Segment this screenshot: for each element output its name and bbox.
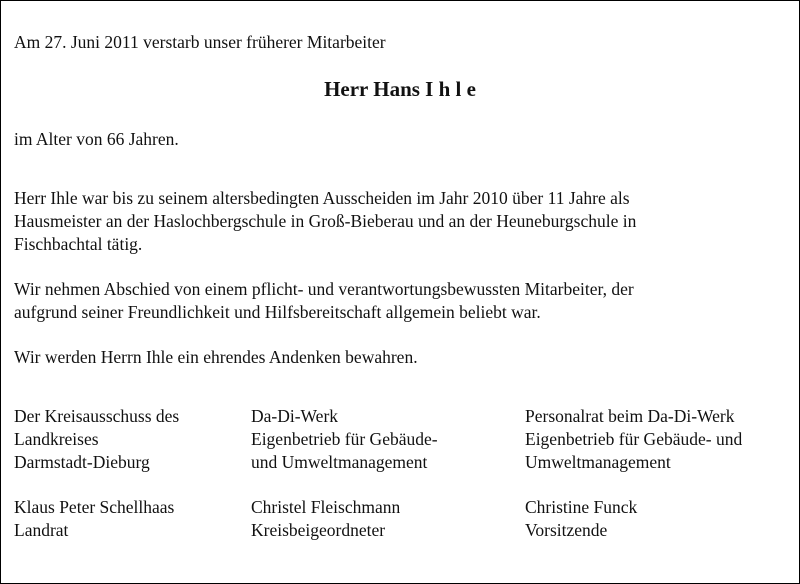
signatory-2-org-line-2: Eigenbetrieb für Gebäude- — [251, 429, 438, 449]
farewell-line-1: Wir nehmen Abschied von einem pflicht- und verantwortungsbewussten Mitarbeiter, der — [14, 279, 634, 299]
signatory-1-org-line-1: Der Kreisausschuss des — [14, 406, 180, 426]
intro-text: Am 27. Juni 2011 verstarb unser früherer Mitarbeiter — [14, 32, 386, 52]
signatory-2-org-line-3: und Umweltmanagement — [251, 452, 428, 472]
signatory-2-person: Christel Fleischmann — [251, 497, 401, 517]
memory-text: Wir werden Herrn Ihle ein ehrendes Andenken bewahren. — [14, 347, 418, 367]
signatory-3-org-line-3: Umweltmanagement — [525, 452, 671, 472]
age-text: im Alter von 66 Jahren. — [14, 129, 179, 149]
signatory-2-role: Kreisbeigeordneter — [251, 520, 386, 540]
signatory-1-role: Landrat — [14, 520, 69, 540]
signatory-2-org-line-1: Da-Di-Werk — [251, 406, 339, 426]
body-line-1: Herr Ihle war bis zu seinem altersbedingten Ausscheiden im Jahr 2010 über 11 Jahre als — [14, 188, 630, 208]
signatory-3-person: Christine Funck — [525, 497, 638, 517]
signatory-1-person: Klaus Peter Schellhaas — [14, 497, 175, 517]
farewell-line-2: aufgrund seiner Freundlichkeit und Hilfsbereitschaft allgemein beliebt war. — [14, 302, 541, 322]
signatory-3-org-line-1: Personalrat beim Da-Di-Werk — [525, 406, 735, 426]
signatory-1-org-line-2: Landkreises — [14, 429, 99, 449]
body-line-3: Fischbachtal tätig. — [14, 234, 143, 254]
deceased-name: Herr Hans I h l e — [324, 77, 476, 101]
signatory-3-role: Vorsitzende — [525, 520, 608, 540]
signatory-3-org-line-2: Eigenbetrieb für Gebäude- und — [525, 429, 743, 449]
body-line-2: Hausmeister an der Haslochbergschule in Groß-Bieberau und an der Heuneburgschule in — [14, 211, 637, 231]
signatory-1-org-line-3: Darmstadt-Dieburg — [14, 452, 150, 472]
